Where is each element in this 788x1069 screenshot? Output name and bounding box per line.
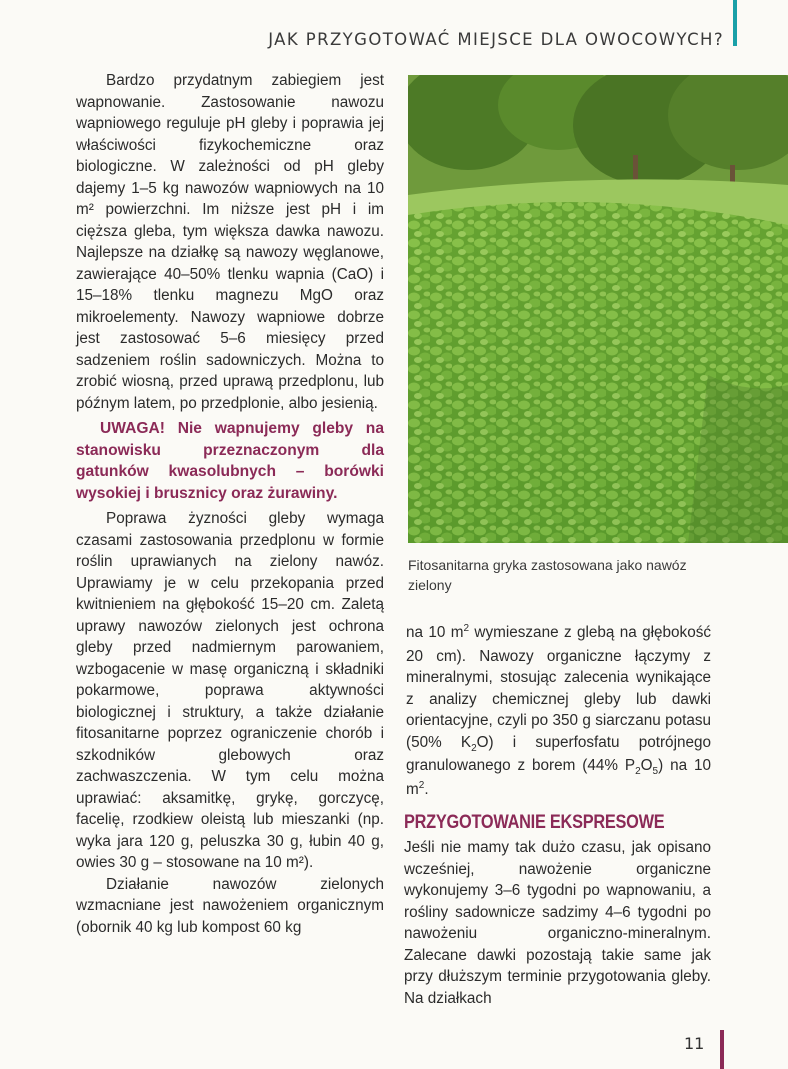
running-header: JAK PRZYGOTOWAĆ MIEJSCE DLA OWOCOWYCH? xyxy=(268,30,724,49)
paragraph-express: Jeśli nie mamy tak dużo czasu, jak opisano wcześniej, nawożenie organiczne wykonujemy 3–6 tygodni po wapnowaniu, a rośliny sadownicze sadzimy 4–6 tygodni po nawożeniu organiczno-mineralnym. Zalecane dawki pozostają takie same jak przy dłuższym terminie przygotowania gleby. Na działkach xyxy=(404,839,711,1007)
paragraph-organic-fertilizing: Działanie nawozów zielonych wzmacniane jest nawożeniem organicznym (obornik 40 kg lub kompost 60 kg xyxy=(76,875,384,936)
left-column xyxy=(76,70,384,938)
buckwheat-field-illustration xyxy=(408,75,788,543)
page-accent-bar xyxy=(720,1030,724,1069)
section-heading-express: PRZYGOTOWANIE EKSPRESOWE xyxy=(404,812,665,833)
page-number: 11 xyxy=(684,1034,705,1053)
paragraph-liming: Bardzo przydatnym zabiegiem jest wapnowanie. Zastosowanie nawozu wapniowego reguluje pH gleby i poprawia jej właściwości fizykochemiczne oraz biologiczne. W zależności od pH gleby dajemy 1–5 kg nawozów wapniowych na 10 m² powierzchni. Im niższe jest pH i im cięższa gleba, tym większa dawka nawozu. Najlepsze na działkę są nawozy węglanowe, zawierające 40–50% tlenku wapnia (CaO) i 15–18% tlenku magnezu MgO oraz mikroelementy. Nawozy wapniowe dobrze jest zastosować 5–6 miesięcy przed sadzeniem roślin sadowniczych. Można to zrobić wiosną, przed uprawą przedplonu, lub późnym latem, po przedplonie, albo jesienią. xyxy=(76,72,384,412)
right-column-express xyxy=(404,837,711,1009)
warning-note xyxy=(76,418,384,504)
buckwheat-photo xyxy=(408,75,788,543)
right-column-continuation xyxy=(406,622,711,802)
photo-caption: Fitosanitarna gryka zastosowana jako nawóz zielony xyxy=(408,557,687,593)
header-accent-bar xyxy=(733,0,737,46)
paragraph-continuation: na 10 $m^2$ wymieszane z glebą na głębokość 20 cm). Nawozy organiczne łączymy z mineralnymi, stosując zalecenia wynikające z analizy chemicznej gleby lub dawki orientacyjne, czyli po 350 g siarczanu potasu (50% $K_2O$) i superfosfatu potrójnego granulowanego z borem (44% $P_2O_5$) na 10 $m^2$. xyxy=(406,623,711,798)
warning-text: UWAGA! Nie wapnujemy gleby na stanowisku przeznaczonym dla gatunków kwasolubnych – borówki wysokiej i brusznicy oraz żurawiny. xyxy=(76,420,384,502)
paragraph-green-manure: Poprawa żyzności gleby wymaga czasami zastosowania przedplonu w formie roślin uprawianych na zielony nawóz. Uprawiamy je w celu przekopania przed kwitnieniem na głębokość 15–20 cm. Zaletą uprawy nawozów zielonych jest ochrona gleby przed nadmiernym parowaniem, wzbogacenie w masę organiczną i składniki pokarmowe, poprawa aktywności biologicznej i struktury, a także działanie fitosanitarne poprzez ograniczenie chorób i szkodników glebowych oraz zachwaszczenia. W tym celu można uprawiać: aksamitkę, grykę, gorczycę, facelię, rzodkiew oleistą lub mieszanki (np. wyka jara 120 g, peluszka 30 g, łubin 40 g, owies 30 g – stosowane na 10 m²). xyxy=(76,510,384,871)
